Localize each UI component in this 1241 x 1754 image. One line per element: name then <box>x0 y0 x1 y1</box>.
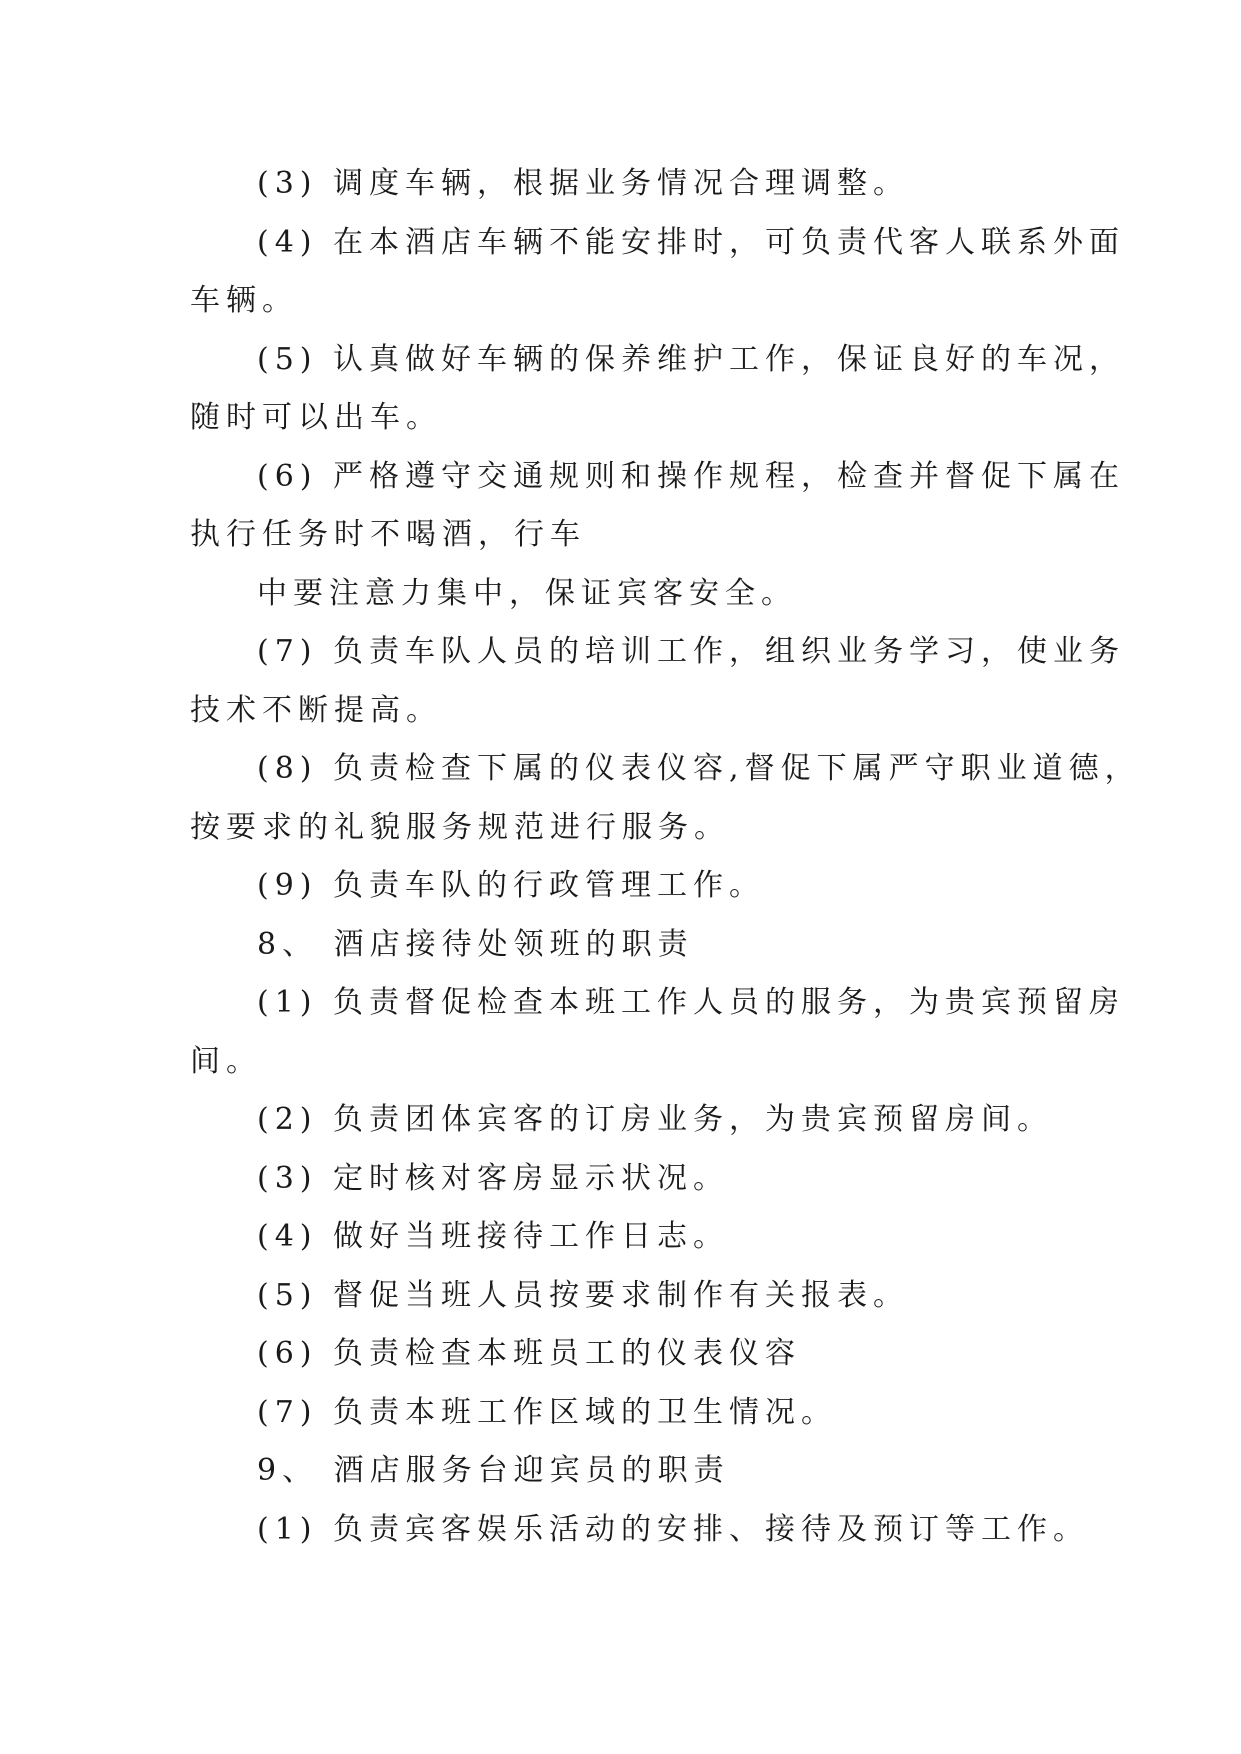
paragraph-continuation-line: 间。 <box>190 1044 262 1079</box>
paragraph-line: (2) 负责团体宾客的订房业务，为贵宾预留房间。 <box>257 1102 1054 1137</box>
paragraph-line: (4) 在本酒店车辆不能安排时，可负责代客人联系外面 <box>257 225 1126 260</box>
paragraph-line: (6) 负责检查本班员工的仪表仪容 <box>257 1336 802 1371</box>
paragraph-line: (7) 负责车队人员的培训工作，组织业务学习，使业务 <box>257 634 1126 669</box>
paragraph-line: (4) 做好当班接待工作日志。 <box>257 1219 730 1254</box>
paragraph-line: (5) 认真做好车辆的保养维护工作，保证良好的车况， <box>257 342 1126 377</box>
paragraph-continuation-line: 车辆。 <box>190 283 298 318</box>
paragraph-continuation-line: 随时可以出车。 <box>190 400 442 435</box>
paragraph-line: 8、 酒店接待处领班的职责 <box>257 927 694 962</box>
paragraph-line: (6) 严格遵守交通规则和操作规程，检查并督促下属在 <box>257 459 1126 494</box>
paragraph-line: (9) 负责车队的行政管理工作。 <box>257 868 766 903</box>
paragraph-line: (1) 负责宾客娱乐活动的安排、接待及预订等工作。 <box>257 1512 1090 1547</box>
paragraph-continuation-line: 按要求的礼貌服务规范进行服务。 <box>190 810 730 845</box>
paragraph-continuation-line: 技术不断提高。 <box>190 693 442 728</box>
paragraph-line: 9、 酒店服务台迎宾员的职责 <box>257 1453 730 1488</box>
paragraph-line: 中要注意力集中，保证宾客安全。 <box>257 576 797 611</box>
paragraph-line: (7) 负责本班工作区域的卫生情况。 <box>257 1395 838 1430</box>
paragraph-line: (3) 调度车辆，根据业务情况合理调整。 <box>257 166 910 201</box>
paragraph-line: (5) 督促当班人员按要求制作有关报表。 <box>257 1278 910 1313</box>
paragraph-continuation-line: 执行任务时不喝酒，行车 <box>190 517 586 552</box>
paragraph-line: (3) 定时核对客房显示状况。 <box>257 1161 730 1196</box>
paragraph-line: (8) 负责检查下属的仪表仪容,督促下属严守职业道德， <box>257 751 1141 786</box>
paragraph-line: (1) 负责督促检查本班工作人员的服务，为贵宾预留房 <box>257 985 1126 1020</box>
